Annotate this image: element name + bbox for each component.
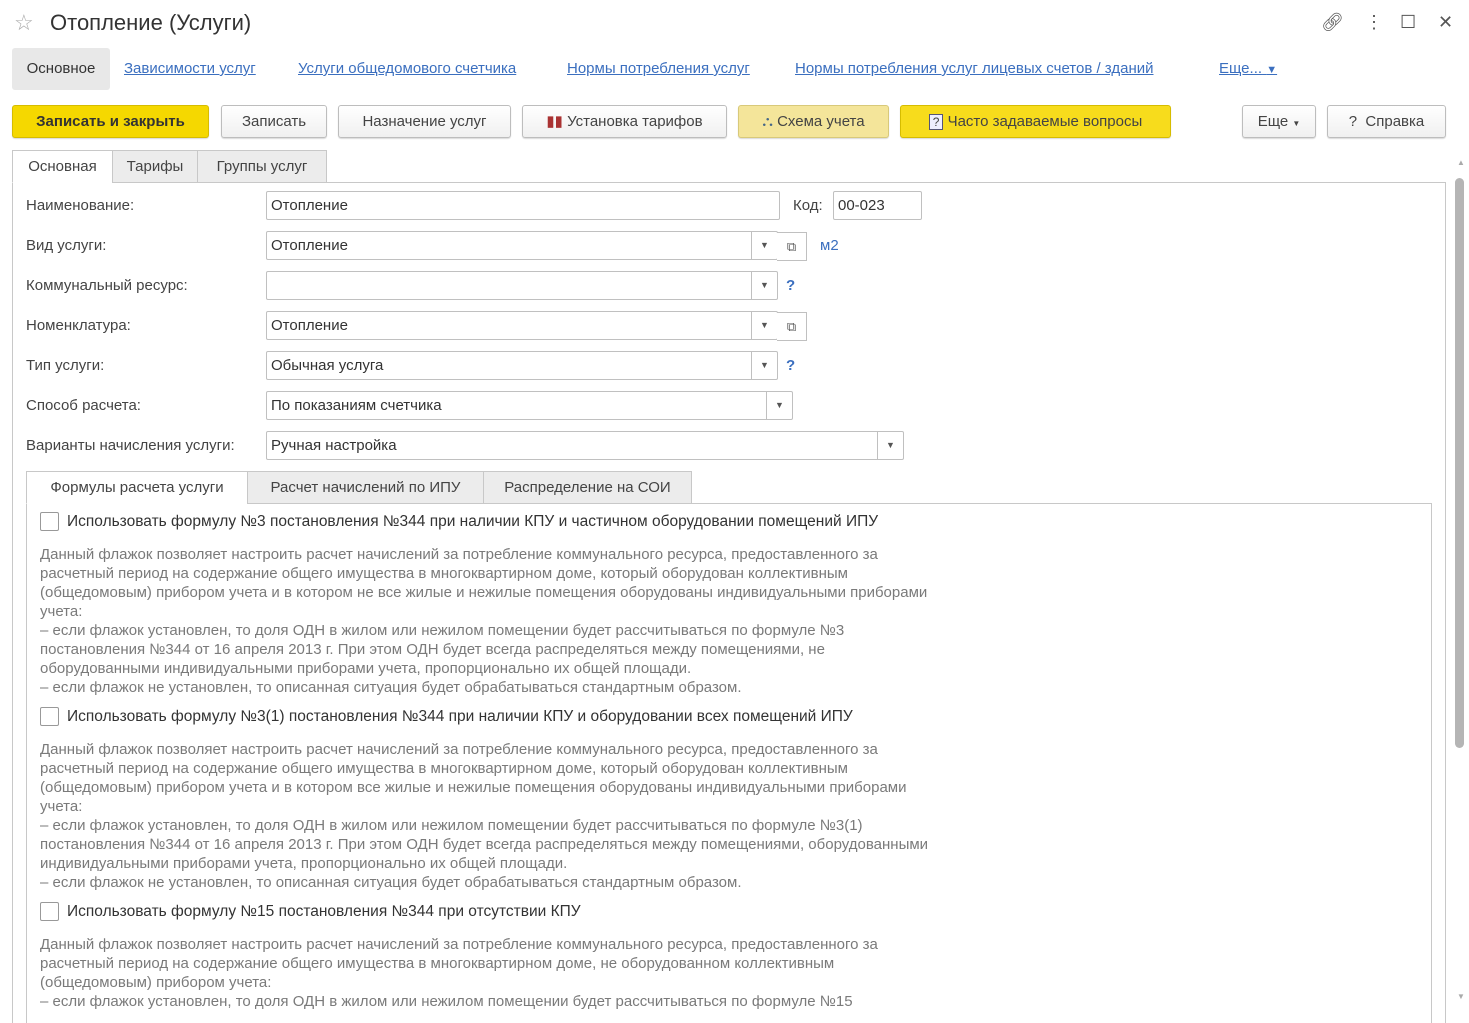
nav-norms[interactable]: Нормы потребления услуг <box>567 60 750 77</box>
scheme-button[interactable] <box>738 105 889 138</box>
option-description <box>40 545 1040 697</box>
maximize-icon[interactable]: ☐ <box>1400 12 1417 32</box>
nav-house-meter[interactable]: Услуги общедомового счетчика <box>298 60 517 77</box>
option-label[interactable]: Использовать формулу №15 постановления №344 при отсутствии КПУ <box>67 903 581 920</box>
description-line: – если флажок установлен, то доля ОДН в жилом или нежилом помещении будет рассчитываться по формуле №3(1) <box>40 817 863 834</box>
dropdown-icon[interactable]: ▼ <box>751 352 777 379</box>
name-input[interactable]: Отопление <box>266 191 780 220</box>
unit-link[interactable]: м2 <box>820 237 839 254</box>
method-value: По показаниям счетчика <box>271 397 442 414</box>
nomenclature-label: Номенклатура: <box>26 317 131 334</box>
type-select[interactable] <box>266 351 778 380</box>
kind-value: Отопление <box>271 237 348 254</box>
open-icon[interactable]: ⧉ <box>777 312 807 341</box>
faq-button[interactable] <box>900 105 1171 138</box>
help-label: Справка <box>1365 113 1425 130</box>
help-button[interactable] <box>1327 105 1446 138</box>
resource-label: Коммунальный ресурс: <box>26 277 188 294</box>
option-checkbox[interactable] <box>40 902 59 921</box>
window-title: Отопление (Услуги) <box>50 10 252 35</box>
type-label: Тип услуги: <box>26 357 105 374</box>
name-label: Наименование: <box>26 197 135 214</box>
description-line: Данный флажок позволяет настроить расчет начислений за потребление коммунального ресурса, предоставленного за <box>40 741 878 758</box>
type-value: Обычная услуга <box>271 357 384 374</box>
description-line: постановления №344 от 16 апреля 2013 г. При этом ОДН будет всегда распределяться между помещениями, оборудованными <box>40 836 929 853</box>
nav-main[interactable]: Основное <box>12 48 110 90</box>
description-line: – если флажок установлен, то доля ОДН в жилом или нежилом помещении будет рассчитываться по формуле №15 <box>40 993 853 1010</box>
nav-more-label: Еще... <box>1219 60 1263 77</box>
nomenclature-value: Отопление <box>271 317 348 334</box>
nav-more[interactable] <box>1219 60 1277 77</box>
option-checkbox[interactable] <box>40 707 59 726</box>
method-select[interactable] <box>266 391 793 420</box>
description-line: индивидуальными приборами учета, пропорционально их общей площади. <box>40 855 568 872</box>
description-line: расчетный период на содержание общего имущества в многоквартирном доме, который оборудован коллективным <box>40 760 848 777</box>
tab-soi[interactable]: Распределение на СОИ <box>483 471 692 504</box>
dropdown-icon: ▼ <box>1292 119 1301 128</box>
help-icon: ? <box>1348 113 1358 130</box>
variants-value: Ручная настройка <box>271 437 397 454</box>
variants-select[interactable] <box>266 431 904 460</box>
description-line: Данный флажок позволяет настроить расчет начислений за потребление коммунального ресурса, предоставленного за <box>40 546 878 563</box>
scheme-label: Схема учета <box>777 113 865 130</box>
dropdown-icon[interactable]: ▼ <box>751 312 777 339</box>
option-description <box>40 935 1040 1011</box>
description-line: расчетный период на содержание общего имущества в многоквартирном доме, который оборудован коллективным <box>40 565 848 582</box>
scroll-down-icon[interactable]: ▼ <box>1457 992 1465 1001</box>
chart-icon: ▮▮ <box>546 113 563 130</box>
dropdown-icon[interactable]: ▼ <box>751 232 777 259</box>
help-question-icon[interactable]: ? <box>786 357 796 374</box>
tab-main[interactable]: Основная <box>12 150 113 183</box>
code-input[interactable]: 00-023 <box>833 191 922 220</box>
nomenclature-select[interactable] <box>266 311 797 340</box>
more-label: Еще <box>1257 113 1289 130</box>
kind-select[interactable] <box>266 231 797 260</box>
nav-account-norms[interactable]: Нормы потребления услуг лицевых счетов / зданий <box>795 60 1154 77</box>
help-question-icon[interactable]: ? <box>786 277 796 294</box>
close-icon[interactable]: ✕ <box>1438 12 1454 32</box>
scroll-up-icon[interactable]: ▲ <box>1457 158 1465 167</box>
tab-tariffs[interactable]: Тарифы <box>112 150 198 183</box>
set-tariffs-button[interactable] <box>522 105 727 138</box>
code-label: Код: <box>793 197 823 214</box>
dropdown-icon[interactable]: ▼ <box>766 392 792 419</box>
resource-select[interactable] <box>266 271 778 300</box>
description-line: учета: <box>40 603 83 620</box>
method-label: Способ расчета: <box>26 397 141 414</box>
description-line: (общедомовым) прибором учета: <box>40 974 272 991</box>
tab-groups[interactable]: Группы услуг <box>197 150 327 183</box>
description-line: – если флажок установлен, то доля ОДН в жилом или нежилом помещении будет рассчитываться по формуле №3 <box>40 622 845 639</box>
option-description <box>40 740 1040 892</box>
description-line: расчетный период на содержание общего имущества в многоквартирном доме, не оборудованном коллективным <box>40 955 835 972</box>
hierarchy-icon: ⛬ <box>762 113 773 130</box>
dropdown-icon[interactable]: ▼ <box>751 272 777 299</box>
nav-dependencies[interactable]: Зависимости услуг <box>124 60 256 77</box>
variants-label: Варианты начисления услуги: <box>26 437 235 454</box>
option-label[interactable]: Использовать формулу №3 постановления №344 при наличии КПУ и частичном оборудовании помещений ИПУ <box>67 513 879 530</box>
description-line: – если флажок не установлен, то описанная ситуация будет обрабатываться стандартным образом. <box>40 679 742 696</box>
open-icon[interactable]: ⧉ <box>777 232 807 261</box>
set-tariffs-label: Установка тарифов <box>567 113 703 130</box>
description-line: постановления №344 от 16 апреля 2013 г. При этом ОДН будет всегда распределяться между помещениями, не <box>40 641 825 658</box>
faq-label: Часто задаваемые вопросы <box>947 113 1143 130</box>
more-button[interactable] <box>1242 105 1316 138</box>
scrollbar[interactable] <box>1455 178 1464 748</box>
assign-services-button[interactable]: Назначение услуг <box>338 105 511 138</box>
save-close-button[interactable]: Записать и закрыть <box>12 105 209 138</box>
favorite-star-icon[interactable]: ☆ <box>14 10 34 35</box>
description-line: Данный флажок позволяет настроить расчет начислений за потребление коммунального ресурса, предоставленного за <box>40 936 878 953</box>
description-line: учета: <box>40 798 83 815</box>
dropdown-icon[interactable]: ▼ <box>877 432 903 459</box>
option-label[interactable]: Использовать формулу №3(1) постановления №344 при наличии КПУ и оборудовании всех помещений ИПУ <box>67 708 853 725</box>
more-menu-icon[interactable]: ⋮ <box>1365 12 1383 32</box>
description-line: (общедомовым) прибором учета и в котором не все жилые и нежилые помещения оборудованы индивидуальными приборами <box>40 584 928 601</box>
description-line: – если флажок не установлен, то описанная ситуация будет обрабатываться стандартным образом. <box>40 874 742 891</box>
link-icon[interactable]: 🔗︎ <box>1321 12 1344 32</box>
tab-ipu[interactable]: Расчет начислений по ИПУ <box>247 471 484 504</box>
option-checkbox[interactable] <box>40 512 59 531</box>
tab-formulas[interactable]: Формулы расчета услуги <box>26 471 248 504</box>
question-icon: ? <box>929 114 944 130</box>
description-line: (общедомовым) прибором учета и в котором все жилые и нежилые помещения оборудованы индивидуальными приборами <box>40 779 907 796</box>
description-line: оборудованными индивидуальными приборами учета, пропорционально их общей площади. <box>40 660 692 677</box>
chevron-down-icon: ▼ <box>1266 64 1278 76</box>
save-button[interactable]: Записать <box>221 105 327 138</box>
kind-label: Вид услуги: <box>26 237 107 254</box>
